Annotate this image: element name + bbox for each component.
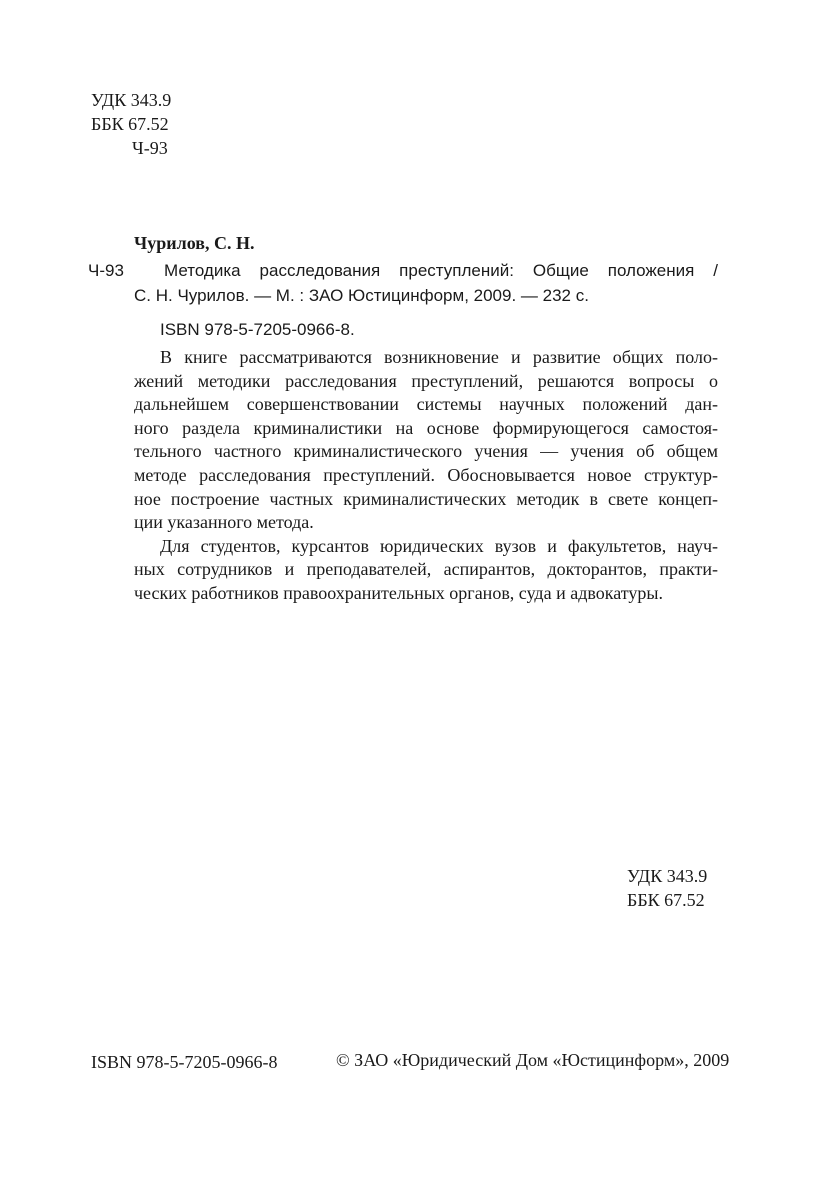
bbk-code: ББК 67.52 [91, 114, 169, 134]
bibliographic-description [134, 258, 718, 308]
annotation-line: тельного частного криминалистического учения — учения об общем [134, 441, 718, 462]
top-classification-codes [91, 88, 171, 160]
annotation-line: ного раздела криминалистики на основе формирующегося самостоя- [134, 417, 718, 438]
bottom-classification-codes [627, 864, 707, 912]
udk-code: УДК 343.9 [627, 866, 708, 886]
annotation-line: ческих работников правоохранительных органов, суда и адвокатуры. [134, 582, 663, 603]
copyright-notice: © ЗАО «Юридический Дом «Юстицинформ», 2009 [336, 1050, 730, 1070]
annotation-line: жений методики расследования преступлений, решаются вопросы о [134, 370, 718, 391]
biblio-line: С. Н. Чурилов. — М. : ЗАО Юстицинформ, 2009. — 232 с. [134, 286, 589, 305]
annotation [134, 346, 718, 606]
cutter-code: Ч-93 [132, 138, 168, 158]
annotation-line: ции указанного метода. [134, 512, 314, 533]
author-heading: Чурилов, С. Н. [134, 233, 255, 253]
annotation-line: ное построение частных криминалистических методик в свете концеп- [134, 488, 718, 509]
isbn-entry: ISBN 978-5-7205-0966-8. [160, 320, 355, 339]
biblio-line: Методика расследования преступлений: Общие положения / [164, 261, 718, 280]
annotation-line: В книге рассматриваются возникновение и развитие общих поло- [160, 347, 718, 367]
annotation-paragraph [134, 535, 718, 606]
udk-code: УДК 343.9 [91, 90, 172, 110]
annotation-line: ных сотрудников и преподавателей, аспирантов, докторантов, практи- [134, 559, 718, 580]
annotation-paragraph [134, 346, 718, 535]
cutter-mark: Ч-93 [88, 261, 124, 280]
annotation-line: дальнейшем совершенствовании системы научных положений дан- [134, 394, 718, 415]
annotation-line: Для студентов, курсантов юридических вузов и факультетов, науч- [160, 535, 718, 556]
bbk-code: ББК 67.52 [627, 890, 705, 910]
isbn-footer: ISBN 978-5-7205-0966-8 [91, 1052, 278, 1072]
annotation-line: методе расследования преступлений. Обосновывается новое структур- [134, 464, 718, 485]
